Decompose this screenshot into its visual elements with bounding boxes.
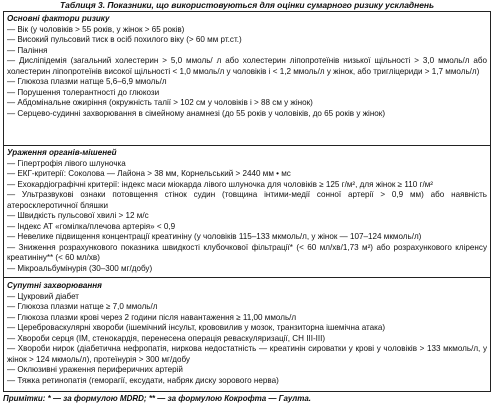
list-item: — Порушення толерантності до глюкози [7,87,160,97]
list-item: — Зниження розрахункового показника швидкості клубочкової фільтрації* (< 60 мл/хв/1,73 м²) або розрахункового кліренсу креатиніну** (< 60 мл/хв) [7,242,487,262]
section-heading: Основні фактори ризику [7,14,110,23]
list-item: — Тяжка ретинопатія (геморагії, ексудати, набряк диску зорового нерва) [7,375,279,385]
list-item: — Оклюзивні ураження периферичних артерій [7,365,183,374]
list-item: — Глюкоза плазми натще 5,6–6,9 ммоль/л [7,77,167,86]
list-item: — Мікроальбумінурія (30–300 мг/добу) [7,263,153,273]
section-heading: Ураження органів-мішеней [7,148,117,157]
list-item: — Ехокардіографічні критерії: індекс маси міокарда лівого шлуночка для чоловіків ≥ 125 г/м², для жінок ≥ 110 г/м² [7,179,433,189]
section-divider [4,277,490,278]
list-item: — Серцево-судинні захворювання в сімейному анамнезі (до 55 років у чоловіків, до 65 років у жінок) [7,108,386,118]
table-title: Таблиця 3. Показники, що використовуються для оцінки сумарного ризику ускладнень [60,0,434,10]
risk-table [3,11,491,392]
list-item: — Невелике підвищення концентрації креатиніну (у чоловіків 115–133 мкмоль/л, у жінок — 107–124 мкмоль/л) [7,232,422,241]
list-item: — Ультразвукові ознаки потовщення стінок судин (товщина інтими-медії сонної артерії > 0,9 мм) або наявність атеросклеротичної бляшки [7,190,487,210]
list-item: — Швидкість пульсової хвилі > 12 м/с [7,211,149,220]
section-divider [4,145,490,146]
list-item: — Високий пульсовий тиск в осіб похилого віку (> 60 мм рт.ст.) [7,35,242,44]
list-item: — Цереброваскулярні хвороби (ішемічний інсульт, крововилив у мозок, транзиторна ішемічна атака) [7,323,386,332]
section-main-risk-factors [7,14,487,119]
section-target-organ-damage [7,148,487,274]
section-heading: Супутні захворювання [7,281,102,290]
list-item: — Дисліпідемія (загальний холестерин > 5,0 ммоль/ л або холестерин ліпопротеїнів низької щільності > 3,0 ммоль/л або холестерин ліпопротеїнів високої щільності < 1,0 ммоль/л у чоловіків і < 1,2 ммоль/л у жінок, або тригліцериди > 1,7 ммоль/л) [7,56,487,76]
list-item: — ЕКГ-критерії: Соколова — Лайона > 38 мм, Корнельський > 2440 мм • мс [7,169,291,178]
list-item: — Гіпертрофія лівого шлуночка [7,158,126,168]
list-item: — Хвороби нирок (діабетична нефропатія, ниркова недостатність — креатинін сироватки у крові у чоловіків > 133 мкмоль/л, у жінок > 124 мкмоль/л), протеїнурія > 300 мг/добу [7,344,487,364]
list-item: — Глюкоза плазми натще ≥ 7,0 ммоль/л [7,302,158,311]
footnote: Примітки: * — за формулою MDRD; ** — за формулою Кокрофта — Гаулта. [3,394,312,403]
list-item: — Абдомінальне ожиріння (окружність талії > 102 см у чоловіків і > 88 см у жінок) [7,98,313,107]
list-item: — Вік (у чоловіків > 55 років, у жінок > 65 років) [7,24,185,34]
section-comorbidities [7,281,487,386]
list-item: — Індекс АТ «гомілка/плечова артерія» < 0,9 [7,221,176,231]
list-item: — Глюкоза плазми крові через 2 години після навантаження ≥ 11,00 ммоль/л [7,312,297,322]
list-item: — Цукровий діабет [7,291,80,301]
list-item: — Хвороби серця (ІМ, стенокардія, перенесена операція реваскуляризації, СН ІІІ-ІІІ) [7,333,326,343]
list-item: — Паління [7,45,48,55]
